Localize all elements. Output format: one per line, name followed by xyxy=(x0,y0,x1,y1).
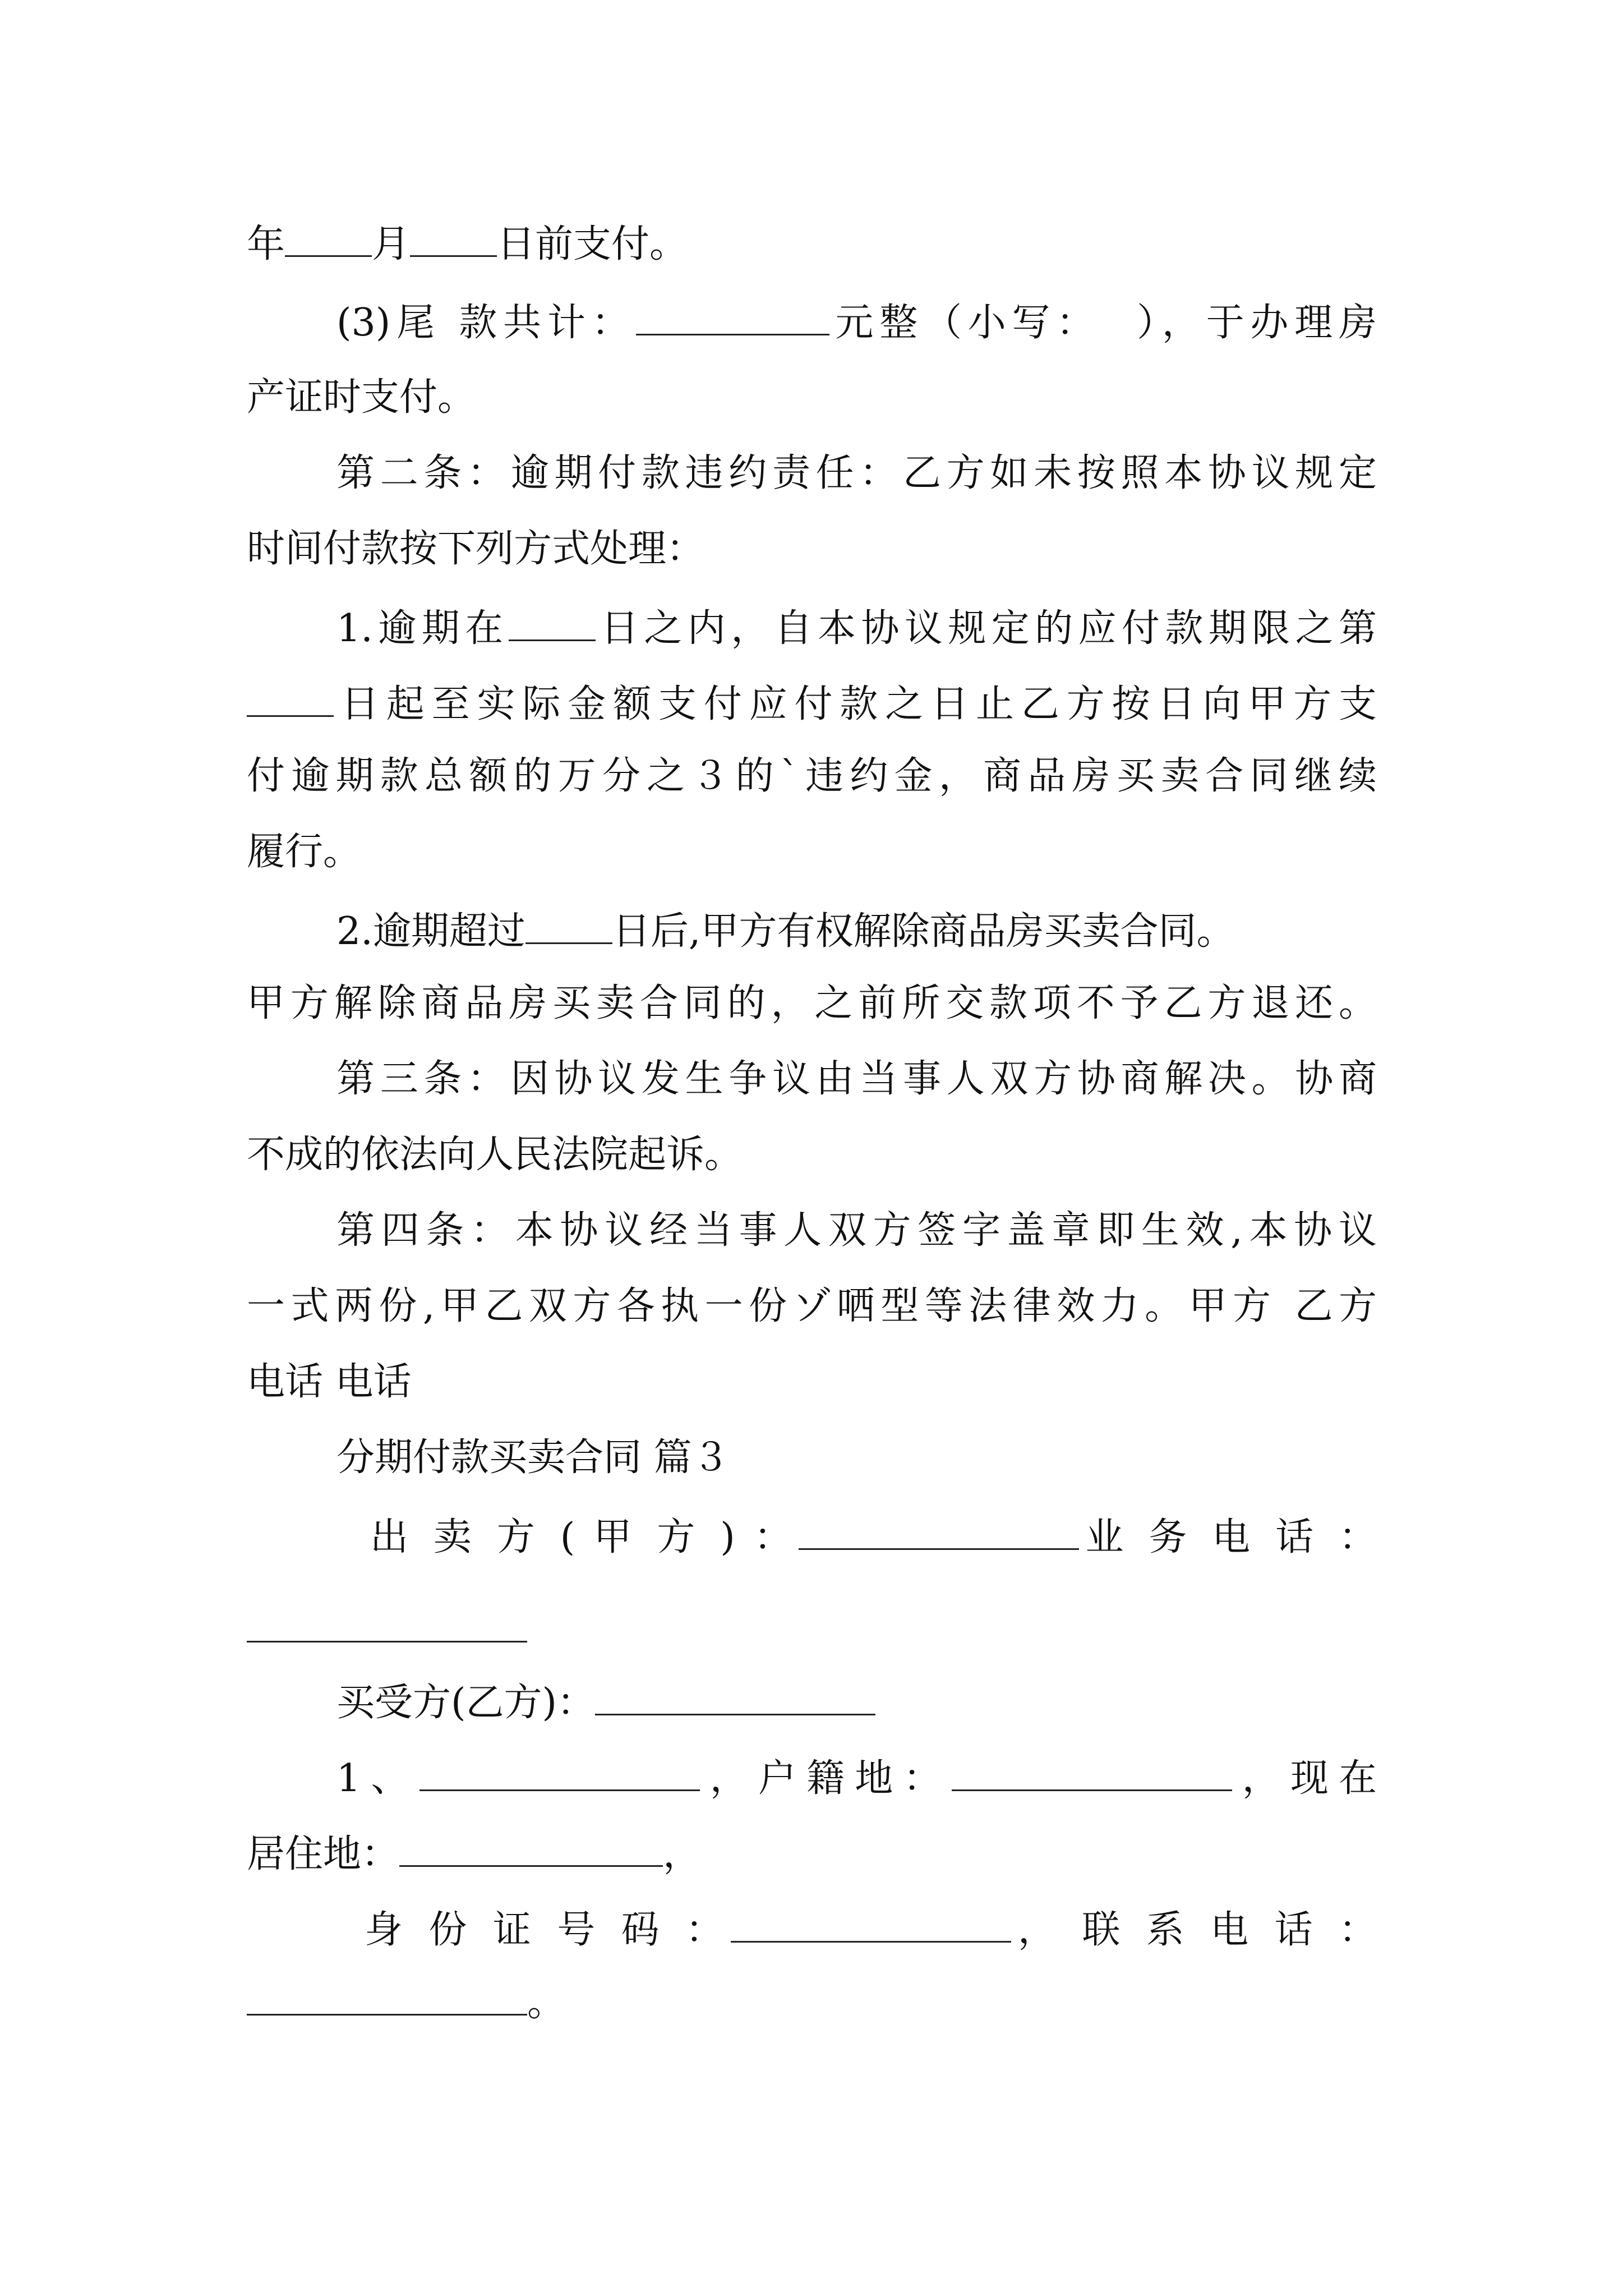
text-line-6: 1.逾期在 日之内，自本协议规定的应付款期限之第 xyxy=(336,606,1377,651)
text-line-16: 电话 电话 xyxy=(247,1360,412,1404)
text-line-seller: 出 卖 方 ( 甲 方 ) ： 业 务 电 话 ： xyxy=(370,1515,1377,1559)
blank-underline xyxy=(731,1907,1011,1943)
blank-underline xyxy=(285,222,372,257)
blank-underline xyxy=(636,300,829,335)
text-line-5: 时间付款按下列方式处理： xyxy=(247,527,705,571)
blank-underline xyxy=(247,1607,527,1642)
blank-underline xyxy=(525,909,612,944)
text-line-8: 付逾期款总额的万分之３的`违约金，商品房买卖合同继续 xyxy=(247,754,1377,798)
blank-underline xyxy=(595,1680,875,1715)
section-heading: 分期付款买卖合同 篇３ xyxy=(336,1435,730,1480)
blank-underline xyxy=(799,1515,1079,1550)
text-line-14: 第四条：本协议经当事人双方签字盖章即生效,本协议 xyxy=(336,1208,1377,1253)
blank-underline xyxy=(247,1980,527,2016)
text-line-7: 日起至实际金额支付应付款之日止乙方按日向甲方支 xyxy=(247,682,1377,724)
blank-underline xyxy=(410,222,497,257)
text-line-seller-phone xyxy=(247,1607,527,1649)
text-line-10: 2.逾期超过 日后,甲方有权解除商品房买卖合同。 xyxy=(336,909,1235,954)
text-line-13: 不成的依法向人民法院起诉。 xyxy=(247,1133,743,1177)
blank-underline xyxy=(399,1832,663,1867)
text-line-12: 第三条：因协议发生争议由当事人双方协商解决。协商 xyxy=(336,1057,1377,1101)
text-line-15: 一式两份,甲乙双方各执一份ゾ哂型等法律效力。甲方 乙方 xyxy=(247,1284,1377,1328)
text-line-buyer: 买受方(乙方)： xyxy=(336,1680,875,1722)
text-line-buyer-1: 1、 ，户籍地： ，现在 xyxy=(336,1756,1377,1801)
text-line-1: 年 月 日前支付。 xyxy=(247,222,688,266)
blank-underline xyxy=(509,606,596,641)
text-line-residence: 居住地： ， xyxy=(247,1832,702,1876)
blank-underline xyxy=(952,1756,1232,1791)
blank-underline xyxy=(247,682,334,717)
text-line-2: (3)尾 款共计： 元整（小写： ），于办理房 xyxy=(336,301,1377,345)
text-line-id: 身 份 证 号 码 ： ， 联 系 电 话 ： xyxy=(365,1908,1377,1952)
text-line-3: 产证时支付。 xyxy=(247,375,476,420)
text-line-4: 第二条：逾期付款违约责任：乙方如未按照本协议规定 xyxy=(336,451,1377,495)
blank-underline xyxy=(419,1756,700,1791)
text-line-9: 履行。 xyxy=(247,830,362,874)
text-line-contact: 。 xyxy=(247,1980,565,2022)
text-line-11: 甲方解除商品房买卖合同的，之前所交款项不予乙方退还。 xyxy=(247,981,1377,1025)
